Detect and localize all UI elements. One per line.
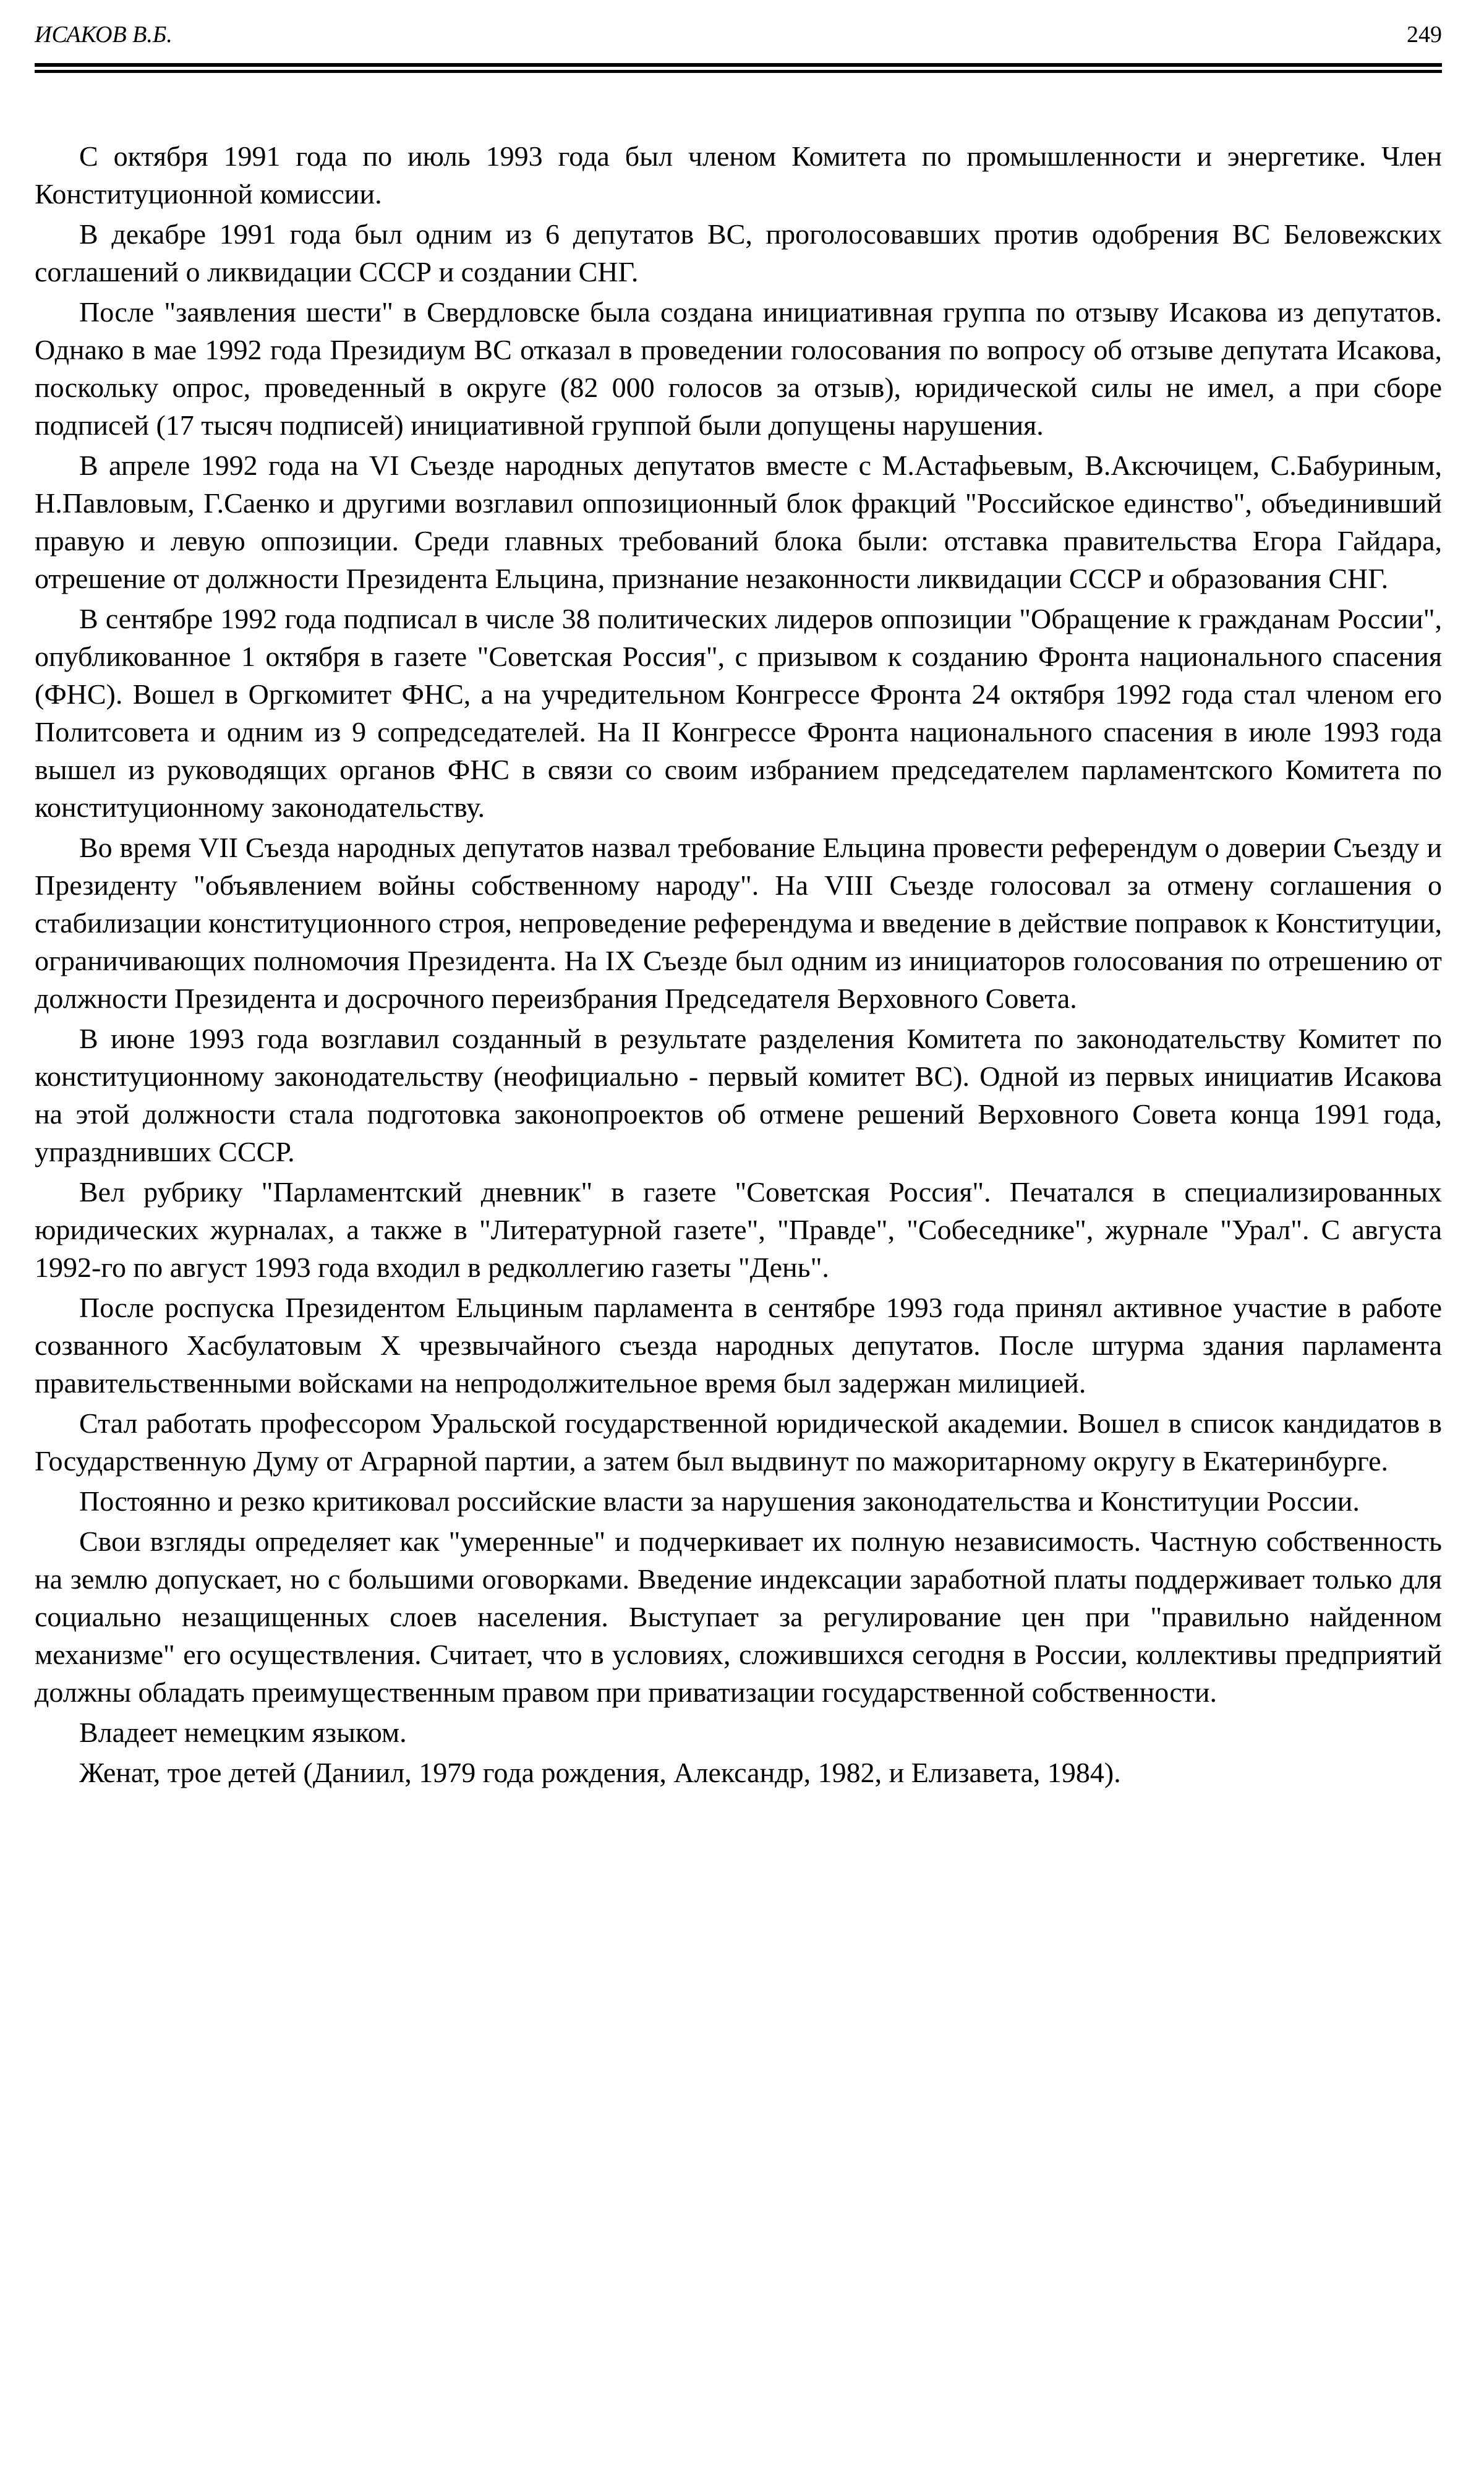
header-rule-top (35, 63, 1442, 67)
paragraph: Во время VII Съезда народных депутатов назвал требование Ельцина провести референдум о доверии Съезду и Президенту "объявлением войны собственному народу". На VIII Съезде голосовал за отмену соглашения о стабилизации конституционного строя, непроведение референдума и введение в действие поправок к Конституции, ограничивающих полномочия Президента. На IX Съезде был одним из инициаторов голосования по отрешению от должности Президента и досрочного переизбрания Председателя Верховного Совета. (35, 832, 1442, 1014)
paragraph: Владеет немецким языком. (79, 1717, 407, 1748)
header-rule-bottom (35, 70, 1442, 73)
paragraph: После "заявления шести" в Свердловске была создана инициативная группа по отзыву Исакова из депутатов. Однако в мае 1992 года Президиум ВС отказал в проведении голосования по вопросу об отзыве депутата Исакова, поскольку опрос, проведенный в округе (82 000 голосов за отзыв), юридической силы не имел, а при сборе подписей (17 тысяч подписей) инициативной группой были допущены нарушения. (35, 296, 1442, 441)
page-number: 249 (1407, 22, 1442, 48)
paragraph: В декабре 1991 года был одним из 6 депутатов ВС, проголосовавших против одобрения ВС Беловежских соглашений о ликвидации СССР и создании СНГ. (35, 218, 1442, 288)
page-header (35, 12, 1442, 49)
paragraph: Вел рубрику "Парламентский дневник" в газете "Советская Россия". Печатался в специализированных юридических журналах, а также в "Литературной газете", "Правде", "Собеседнике", журнале "Урал". С августа 1992-го по август 1993 года входил в редколлегию газеты "День". (35, 1176, 1442, 1283)
paragraph: В сентябре 1992 года подписал в числе 38 политических лидеров оппозиции "Обращение к гражданам России", опубликованное 1 октября в газете "Советская Россия", с призывом к созданию Фронта национального спасения (ФНС). Вошел в Оргкомитет ФНС, а на учредительном Конгрессе Фронта 24 октября 1992 года стал членом его Политсовета и одним из 9 сопредседателей. На II Конгрессе Фронта национального спасения в июле 1993 года вышел из руководящих органов ФНС в связи со своим избранием председателем парламентского Комитета по конституционному законодательству. (35, 603, 1442, 823)
paragraph: С октября 1991 года по июль 1993 года был членом Комитета по промышленности и энергетике. Член Конституционной комиссии. (35, 140, 1442, 210)
paragraph: Стал работать профессором Уральской государственной юридической академии. Вошел в список кандидатов в Государственную Думу от Аграрной партии, а затем был выдвинут по мажоритарному округу в Екатеринбурге. (35, 1407, 1442, 1477)
paragraph: После роспуска Президентом Ельциным парламента в сентябре 1993 года принял активное участие в работе созванного Хасбулатовым X чрезвычайного съезда народных депутатов. После штурма здания парламента правительственными войсками на непродолжительное время был задержан милицией. (35, 1292, 1442, 1399)
paragraph: Свои взгляды определяет как "умеренные" и подчеркивает их полную независимость. Частную собственность на землю допускает, но с большими оговорками. Введение индексации заработной платы поддерживает только для социально незащищенных слоев населения. Выступает за регулирование цен при "правильно найденном механизме" его осуществления. Считает, что в условиях, сложившихся сегодня в России, коллективы предприятий должны обладать преимущественным правом при приватизации государственной собственности. (35, 1525, 1442, 1708)
body-text (35, 137, 1442, 1794)
paragraph: В апреле 1992 года на VI Съезде народных депутатов вместе с М.Астафьевым, В.Аксючицем, С.Бабуриным, Н.Павловым, Г.Саенко и другими возглавил оппозиционный блок фракций "Российское единство", объединивший правую и левую оппозиции. Среди главных требований блока были: отставка правительства Егора Гайдара, отрешение от должности Президента Ельцина, признание незаконности ликвидации СССР и образования СНГ. (35, 450, 1442, 594)
paragraph: В июне 1993 года возглавил созданный в результате разделения Комитета по законодательству Комитет по конституционному законодательству (неофициально - первый комитет ВС). Одной из первых инициатив Исакова на этой должности стала подготовка законопроектов об отмене решений Верховного Совета конца 1991 года, упразднивших СССР. (35, 1023, 1442, 1167)
paragraph: Женат, трое детей (Даниил, 1979 года рождения, Александр, 1982, и Елизавета, 1984). (79, 1757, 1121, 1788)
running-title: ИСАКОВ В.Б. (35, 22, 173, 48)
paragraph: Постоянно и резко критиковал российские власти за нарушения законодательства и Конституции России. (79, 1485, 1360, 1517)
